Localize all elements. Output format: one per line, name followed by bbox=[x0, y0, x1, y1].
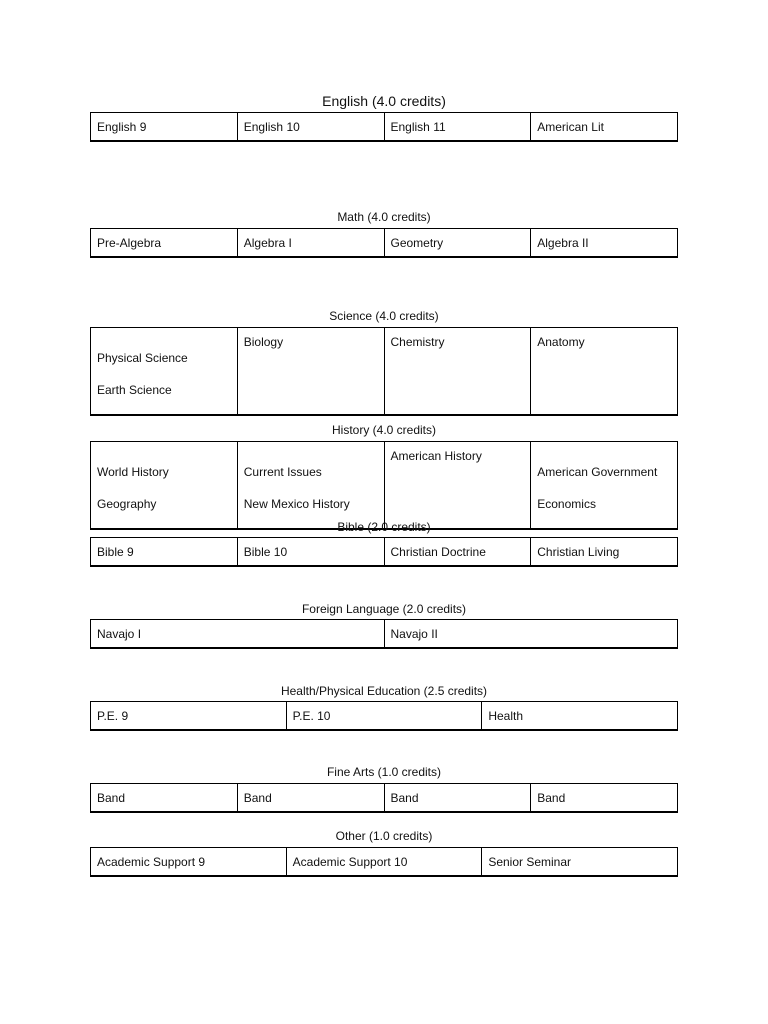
course-table bbox=[90, 112, 678, 142]
table-cell: American History bbox=[384, 442, 531, 530]
table-cell: P.E. 10 bbox=[286, 702, 482, 731]
table-cell: Physical Science Earth Science bbox=[91, 328, 238, 416]
table-cell: P.E. 9 bbox=[91, 702, 287, 731]
table-cell: English 11 bbox=[384, 113, 531, 142]
table-cell: Academic Support 10 bbox=[286, 848, 482, 877]
table-cell: Bible 9 bbox=[91, 538, 238, 567]
table-row bbox=[91, 113, 678, 142]
course-table bbox=[90, 701, 678, 731]
table-cell: Health bbox=[488, 709, 523, 723]
table-cell: Geometry bbox=[384, 229, 531, 258]
section-title: English (4.0 credits) bbox=[322, 93, 446, 109]
section-title: Fine Arts (1.0 credits) bbox=[326, 765, 442, 779]
table-cell: Anatomy bbox=[537, 335, 585, 349]
section-title: Health/Physical Education (2.5 credits) bbox=[280, 684, 488, 698]
table-cell: English 10 bbox=[237, 113, 384, 142]
table-cell: Pre-Algebra bbox=[91, 229, 238, 258]
table-cell: Current Issues New Mexico History bbox=[237, 442, 384, 530]
course-table bbox=[90, 847, 678, 877]
table-cell: Senior Seminar bbox=[488, 855, 572, 869]
table-row bbox=[91, 620, 678, 649]
table-cell: Band bbox=[237, 784, 384, 813]
table-cell: Academic Support 9 bbox=[91, 848, 287, 877]
course-table bbox=[90, 228, 678, 258]
course-table bbox=[90, 783, 678, 813]
table-cell: Navajo I bbox=[91, 620, 385, 649]
table-cell: American Government Economics bbox=[537, 465, 658, 511]
section-title: Science (4.0 credits) bbox=[329, 309, 439, 323]
table-cell: Chemistry bbox=[384, 328, 531, 416]
section-title: History (4.0 credits) bbox=[331, 423, 437, 437]
table-cell: Navajo II bbox=[390, 627, 438, 641]
table-cell: Band bbox=[537, 791, 566, 805]
table-row bbox=[91, 229, 678, 258]
table-cell: Band bbox=[91, 784, 238, 813]
table-cell: English 9 bbox=[91, 113, 238, 142]
table-row bbox=[91, 848, 678, 877]
course-table bbox=[90, 619, 678, 649]
table-cell: World History Geography bbox=[91, 442, 238, 530]
course-table bbox=[90, 327, 678, 416]
section-title: Bible (2.0 credits) bbox=[337, 520, 431, 534]
section-title: Math (4.0 credits) bbox=[337, 210, 431, 224]
table-cell: Christian Living bbox=[537, 545, 620, 559]
table-cell: American Lit bbox=[537, 120, 604, 134]
table-cell: Algebra II bbox=[537, 236, 589, 250]
table-row bbox=[91, 538, 678, 567]
table-cell: Bible 10 bbox=[237, 538, 384, 567]
table-row bbox=[91, 702, 678, 731]
table-row bbox=[91, 442, 678, 530]
course-table bbox=[90, 441, 678, 530]
table-cell: Biology bbox=[237, 328, 384, 416]
table-cell: Algebra I bbox=[237, 229, 384, 258]
course-table bbox=[90, 537, 678, 567]
table-cell: Band bbox=[384, 784, 531, 813]
section-title: Other (1.0 credits) bbox=[335, 829, 433, 843]
table-row bbox=[91, 328, 678, 416]
section-title: Foreign Language (2.0 credits) bbox=[301, 602, 467, 616]
table-cell: Christian Doctrine bbox=[384, 538, 531, 567]
table-row bbox=[91, 784, 678, 813]
